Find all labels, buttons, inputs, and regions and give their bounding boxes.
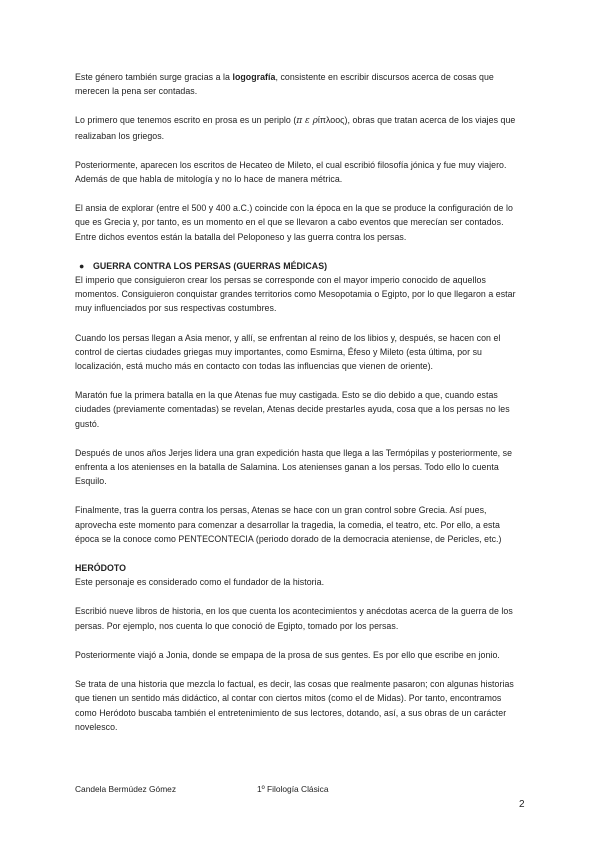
- paragraph-logografia: [75, 70, 525, 98]
- paragraph-hecateo: Posteriormente, aparecen los escritos de Hecateo de Mileto, el cual escribió filosofía jónica y fue muy viajero. Además de que habla de mitología y no lo hace de manera métrica.: [75, 159, 507, 185]
- footer-author: Candela Bermúdez Gómez: [75, 784, 177, 794]
- page-body: [75, 70, 525, 749]
- paragraph-historia-factual: Se trata de una historia que mezcla lo factual, es decir, las cosas que realmente pasaron; con algunas historias que tienen un sentido más didáctico, al contar con ciertos mitos (como el de Midas). Por tanto, encontramos como Heródoto buscaba también el entretenimiento de sus lectores, dotando, así, a sus obras de un carácter novelesco.: [75, 679, 514, 732]
- paragraph-ansia-explorar: El ansia de explorar (entre el 500 y 400 a.C.) coincide con la época en la que se produce la configuración de lo que es Grecia y, por tanto, es un momento en el que se llevaron a cabo eventos que merecían ser contados. Entre dichos eventos están la batalla del Peloponeso y las guerra contra los persas.: [75, 203, 513, 242]
- paragraph-maraton: Maratón fue la primera batalla en la que Atenas fue muy castigada. Esto se dio debido a que, cuando estas ciudades (previamente comentadas) se revelan, Atenas decide prestarles ayuda, cosa que a los persas no les gustó.: [75, 390, 510, 429]
- paragraph-text: ίπλοος), obras que tratan acerca de los viajes que realizaban los griegos.: [75, 115, 516, 141]
- paragraph-asia-menor: Cuando los persas llegan a Asia menor, y allí, se enfrentan al reino de los libios y, después, se hacen con el control de ciertas ciudades griegas muy importantes, como Esmirna, Éfeso y Mileto (esta última, por su localización, está mucho más en contacto con todas las influencias que vienen de oriente).: [75, 332, 501, 372]
- paragraph-imperio-persa: El imperio que consiguieron crear los persas se corresponde con el mayor imperio conocido de aquellos momentos. Consiguieron conquistar grandes territorios como Mesopotamia o Egipto, por lo que llegaron a estar muy influenciados por sus respectivas costumbres.: [75, 275, 516, 314]
- paragraph-fundador: Este personaje es considerado como el fundador de la historia.: [75, 577, 325, 588]
- footer-course: 1º Filología Clásica: [257, 784, 329, 794]
- paragraph-nueve-libros: Escribió nueve libros de historia, en los que cuenta los acontecimientos y anécdotas acerca de la guerra de los persas. Por ejemplo, nos cuenta lo que conoció de Egipto, tomado por los persas.: [75, 606, 513, 631]
- bold-term: logografía: [232, 72, 276, 82]
- paragraph-pentecontecia: Finalmente, tras la guerra contra los persas, Atenas se hace con un gran control sobre Grecia. Así pues, aprovecha este momento para comenzar a desarrollar la tragedia, la comedia, el teatro, etc. Por ello, a esta época se la conoce como PENTECONTECIA (periodo dorado de la democracia ateniense, de Pericles, etc.): [75, 505, 502, 544]
- bullet-heading-text: GUERRA CONTRA LOS PERSAS (GUERRAS MÉDICAS): [93, 260, 328, 271]
- bullet-heading-guerra: [75, 259, 525, 273]
- paragraph-text: , consistente en escribir discursos acerca de cosas que merecen la pena ser contadas.: [75, 72, 494, 97]
- paragraph-text: Este género también surge gracias a la: [75, 72, 233, 82]
- section-heading-herodoto: HERÓDOTO: [75, 563, 127, 574]
- greek-word: π ε ρ: [296, 116, 318, 127]
- page-number: 2: [519, 799, 525, 810]
- paragraph-periplo: [75, 113, 525, 142]
- bullet-icon: ●: [79, 260, 85, 271]
- paragraph-jonia: Posteriormente viajó a Jonia, donde se empapa de la prosa de sus gentes. Es por ello que escribe en jonio.: [75, 649, 500, 660]
- paragraph-text: Lo primero que tenemos escrito en prosa es un periplo (: [75, 115, 297, 126]
- paragraph-jerjes: Después de unos años Jerjes lidera una gran expedición hasta que llega a las Termópilas y posteriormente, se enfrenta a los atenienses en la batalla de Salamina. Los atenienses ganan a los persas. Todo ello lo cuenta Esquilo.: [75, 447, 513, 487]
